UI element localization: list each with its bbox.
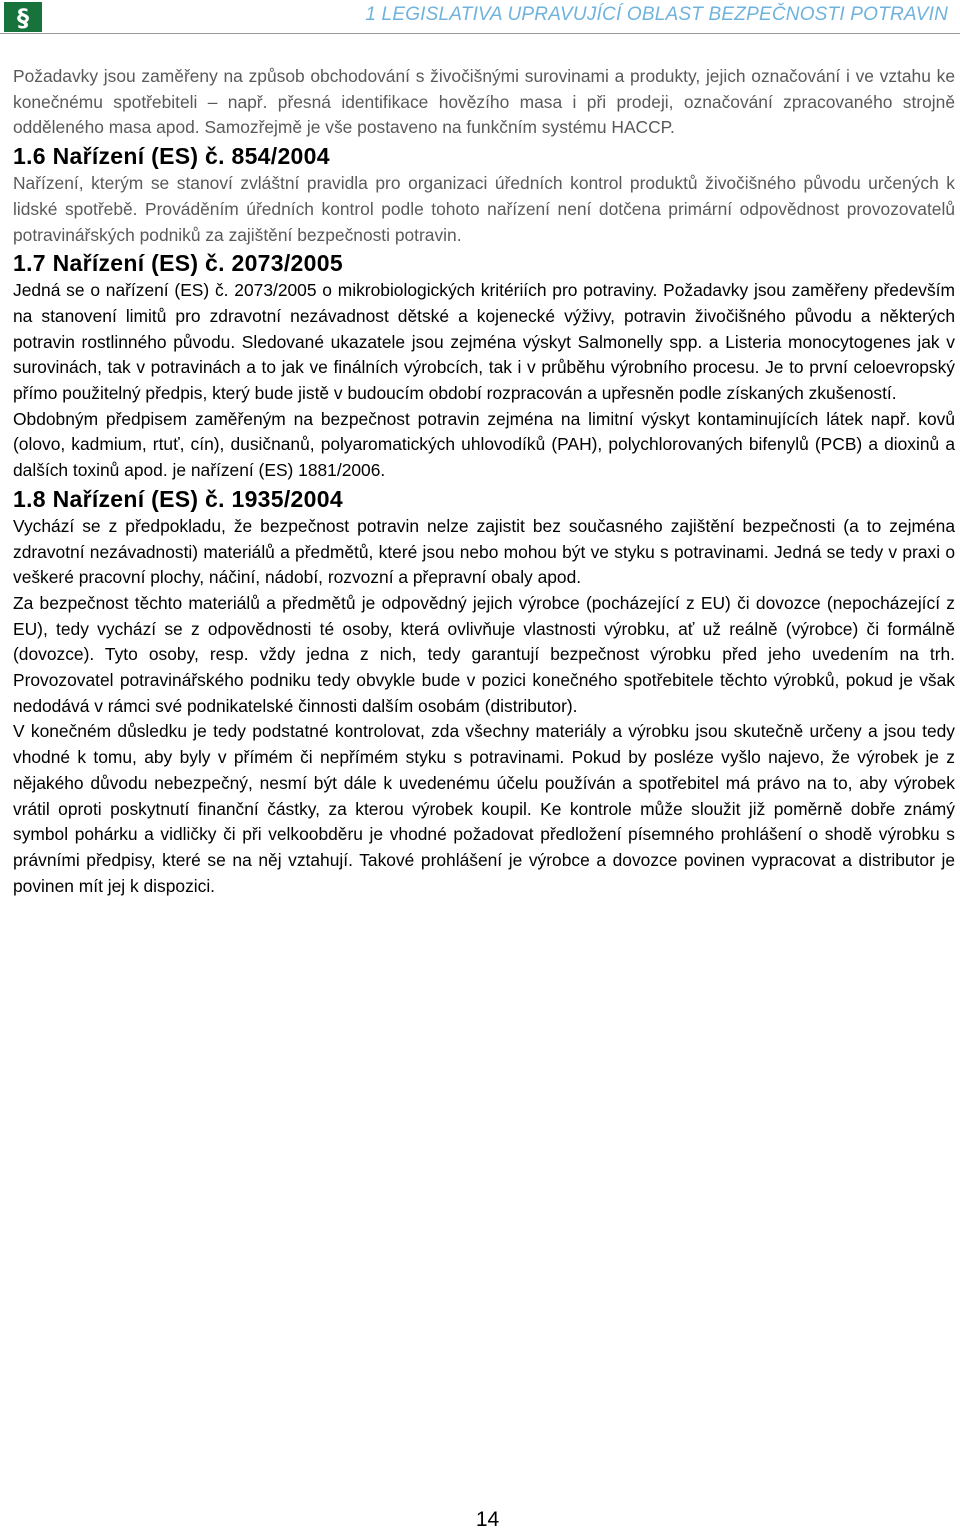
section-1-7-paragraph: Jedná se o nařízení (ES) č. 2073/2005 o mikrobiologických kritériích pro potraviny. Požadavky jsou zaměřeny především na stanovení limitů pro zdravotní nezávadnost dětské a kojenecké výživy, potravin živočišného původu a některých potravin rostlinného původu. Sledované ukazatele jsou zejména výskyt Salmonelly spp. a Listeria monocytogenes jak v surovinách, tak v potravinách a to jak ve finálních výrobcích, tak i v průběhu výrobního procesu. Je to první celoevropský přímo použitelný předpis, který bude jistě v budoucím období rozpracován a upřesněn podle získaných zkušeností. xyxy=(13,280,955,404)
document-body xyxy=(13,64,955,899)
header-divider xyxy=(0,33,960,34)
section-heading-1-8: 1.8 Nařízení (ES) č. 1935/2004 xyxy=(13,485,343,512)
svg-text:§: § xyxy=(17,4,29,32)
section-1-8-paragraph: V konečném důsledku je tedy podstatné kontrolovat, zda všechny materiály a výrobku jsou skutečně určeny a jsou tedy vhodné k tomu, aby byly v přímém či nepřímém styku s potravinami. Pokud by posléze vyšlo najevo, že výrobek je z nějakého důvodu nebezpečný, nesmí být dále k uvedenému účelu používán a spotřebitel má právo na to, aby výrobek vrátil oproti poskytnutí finanční částky, za kterou výrobek koupil. Ke kontrole může sloužit již poměrně dobře známý symbol pohárku a vidličky či při velkoobděru je vhodné požadovat předložení písemného prohlášení o shodě výrobku s právními předpisy, které se na něj vztahují. Takové prohlášení je výrobce a dovozce povinen vypracovat a distributor je povinen mít jej k dispozici. xyxy=(13,721,955,896)
section-1-8-paragraph: Vychází se z předpokladu, že bezpečnost potravin nelze zajistit bez současného zajištění bezpečnosti (a to zejména zdravotní nezávadnosti) materiálů a předmětů, které jsou nebo mohou být ve styku s potravinami. Jedná se tedy v praxi o veškeré pracovní plochy, náčiní, nádobí, rozvozní a přepravní obaly apod. xyxy=(13,515,955,588)
intro-paragraph: Požadavky jsou zaměřeny na způsob obchodování s živočišnými surovinami a produkty, jejich označování i ve vztahu ke konečnému spotřebiteli – např. přesná identifikace hovězího masa i při prodeji, označování zpracovaného strojně odděleného masa apod. Samozřejmě je vše postaveno na funkčním systému HACCP. xyxy=(13,66,955,138)
section-1-6-paragraph: Nařízení, kterým se stanoví zvláštní pravidla pro organizaci úředních kontrol produktů živočišného původu určených k lidské spotřebě. Prováděním úředních kontrol podle tohoto nařízení není dotčena primární odpovědnost provozovatelů potravinářských podniků za zajištění bezpečnosti potravin. xyxy=(13,173,955,245)
section-heading-1-6: 1.6 Nařízení (ES) č. 854/2004 xyxy=(13,143,330,170)
logo xyxy=(4,2,42,32)
page-header xyxy=(0,0,960,34)
section-sign-icon xyxy=(4,2,42,32)
running-header-title: 1 LEGISLATIVA UPRAVUJÍCÍ OBLAST BEZPEČNOSTI POTRAVIN xyxy=(365,4,948,25)
section-1-8-paragraph: Za bezpečnost těchto materiálů a předmětů je odpovědný jejich výrobce (pocházející z EU) či dovozce (nepocházející z EU), tedy vychází se z odpovědnosti té osoby, která ovlivňuje vlastnosti výrobku, ať už reálně (výrobce) či formálně (dovozce). Tyto osoby, resp. vždy jedna z nich, tedy garantují bezpečnost výrobku před jeho uvedením na trh. Provozovatel potravinářského podniku tedy obvykle bude v pozici konečného spotřebitele těchto výrobků, pokud je však nedodává v rámci své podnikatelské činnosti dalším osobám (distributor). xyxy=(13,592,955,716)
section-heading-1-7: 1.7 Nařízení (ES) č. 2073/2005 xyxy=(13,250,343,277)
page-number: 14 xyxy=(475,1508,500,1531)
section-1-7-paragraph: Obdobným předpisem zaměřeným na bezpečnost potravin zejména na limitní výskyt kontaminujících látek např. kovů (olovo, kadmium, rtuť, cín), dusičnanů, polyaromatických uhlovodíků (PAH), polychlorovaných bifenylů (PCB) a dioxinů a dalších toxinů apod. je nařízení (ES) 1881/2006. xyxy=(13,408,955,481)
